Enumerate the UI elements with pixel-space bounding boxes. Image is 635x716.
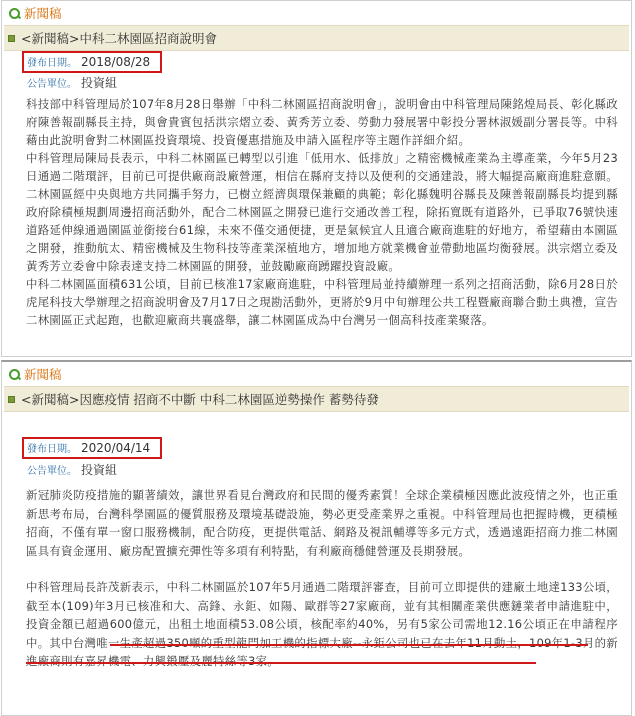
unit-value: 投資組 — [81, 463, 118, 477]
article-body — [26, 486, 618, 671]
section-header — [2, 362, 631, 386]
article-title-bar[interactable] — [4, 386, 629, 412]
publish-date-row: 發布日期。 2020/04/14 — [27, 441, 151, 455]
paragraph: 中科管理局陳局長表示，中科二林園區已轉型以引進「低用水、低排放」之精密機械產業為主導產業，今年5月23日通過二階環評，目前已可提供廠商設廠營運，相信在縣府支持以及便利的交通建設，將大幅提高廠商進駐意願。二林園區經中央與地方共同攜手努力，已樹立經濟與環保兼顧的典範；彰化縣魏明谷縣長及陳善報副縣長均提到縣政府除積極規劃周邊招商活動外，配合二林園區之開發已進行交通改善工程，除拓寬既有道路外，已爭取76號快速道路延伸線通過園區並銜接台61線，未來不僅交通便捷，更是氣候宜人且適合廠商進駐的好地方，希望藉由本園區之開發，推動航太、精密機械及生物科技等產業深植地方，增加地方就業機會並帶動地區均衡發展。洪宗熠立委及黃秀芳立委會中除表達支持二林園區的開發，並鼓勵廠商踴躍投資設廠。 — [26, 151, 618, 273]
news-panel-1 — [1, 0, 632, 357]
bullet-icon — [8, 396, 15, 403]
article-body — [26, 95, 618, 329]
publish-date: 2020/04/14 — [81, 441, 151, 455]
unit-row: 公告單位。 投資組 — [27, 76, 118, 90]
section-label: 新聞稿 — [24, 6, 62, 21]
date-label: 發布日期 — [27, 58, 67, 69]
article-title[interactable]: <新聞稿>因應疫情 招商不中斷 中科二林園區逆勢操作 蓄勢待發 — [21, 392, 379, 407]
date-label: 發布日期 — [27, 444, 67, 455]
paragraph: 中科管理局長許茂新表示，中科二林園區於107年5月通過二階環評審查，目前可立即提供的建廠土地達133公頃，截至本(109)年3月已核准和大、高鋒、永鉅、如陽、歐群等27家廠商，並有其相關產業供應鏈業者申請進駐中，投資金額已超過600億元，出租土地面積53.08公頃，核配率約40%，另有5家公司需地12.16公頃正在申請程序中。其中台灣唯一生產超過350噸的重型龍門加工機的指標大廠--永鉅公司也已在去年11月動土，109年1-3月的新進廠商則有嘉昇機電、力興鍛壓及麗特絲等3家。 — [26, 580, 618, 668]
news-panel-2 — [1, 360, 632, 716]
magnifier-icon — [9, 8, 20, 19]
unit-label: 公告單位 — [27, 466, 67, 477]
unit-row: 公告單位。 投資組 — [27, 463, 118, 477]
paragraph: 新冠肺炎防疫措施的顯著績效，讓世界看見台灣政府和民間的優秀素質！全球企業積極因應此波疫情之外，也正重新思考布局，台灣科學園區的優質服務及環境基礎設施，勢必更受產業界之重視。中科管理局也把握時機，更積極招商，不僅有單一窗口服務機制，配合防疫，更提供電話、網路及視訊輔導等多元方式，透過遠距招商力推二林園區具有資金運用、廠房配置擴充彈性等多項有利特點，有利廠商穩健營運及長期發展。 — [26, 488, 618, 558]
article-title-bar[interactable] — [4, 25, 629, 51]
section-label: 新聞稿 — [24, 367, 62, 382]
bullet-icon — [8, 35, 15, 42]
unit-value: 投資組 — [81, 76, 118, 90]
paragraph: 中科二林園區面積631公頃，目前已核准17家廠商進駐，中科管理局並持續辦理一系列之招商活動，除6月28日於虎尾科技大學辦理之招商說明會及7月17日之現勘活動外，更將於9月中旬辦理公共工程暨廠商聯合動土典禮，宣告二林園區正式起跑，也歡迎廠商共襄盛舉，讓二林園區成為中台灣另一個高科技產業聚落。 — [26, 277, 618, 327]
highlight-underline — [26, 662, 536, 664]
unit-label: 公告單位 — [27, 79, 67, 90]
article-title[interactable]: <新聞稿>中科二林園區招商說明會 — [21, 31, 217, 46]
publish-date: 2018/08/28 — [81, 55, 151, 69]
publish-date-row: 發布日期。 2018/08/28 — [27, 55, 151, 69]
section-header — [2, 1, 631, 25]
magnifier-icon — [9, 369, 20, 380]
paragraph: 科技部中科管理局於107年8月28日舉辦「中科二林園區招商說明會」，說明會由中科管理局陳銘煌局長、彰化縣政府陳善報副縣長主持，與會貴賓包括洪宗熠立委、黃秀芳立委、勞動力發展署中彰投分署林淑媛副分署長等。中科藉由此說明會對二林園區投資環境、投資優惠措施及申請入區程序等主題作詳細介紹。 — [26, 97, 618, 147]
highlight-underline — [110, 644, 588, 646]
